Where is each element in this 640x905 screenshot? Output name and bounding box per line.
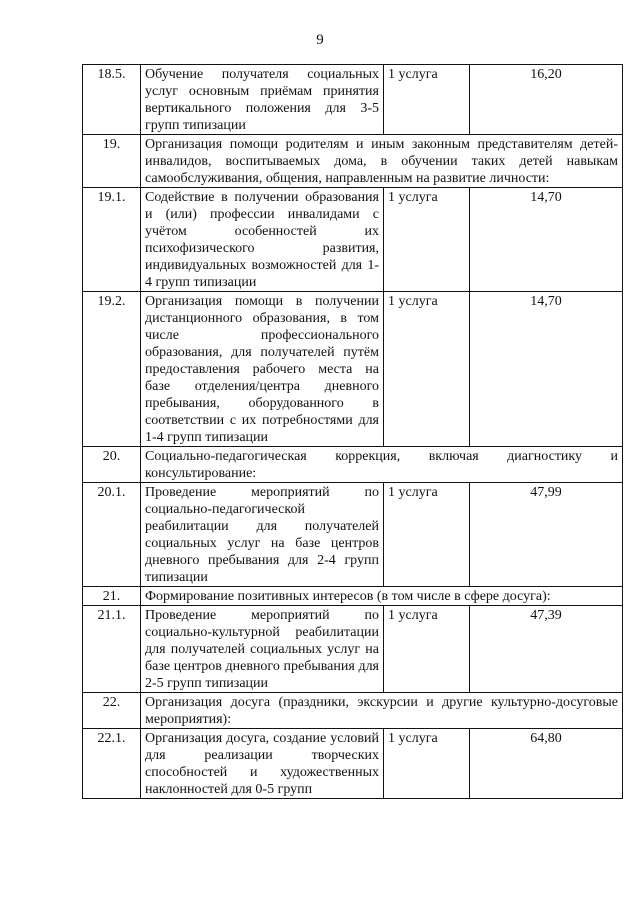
table-row bbox=[83, 292, 623, 447]
section-row bbox=[83, 693, 623, 729]
row-number: 21. bbox=[83, 587, 141, 606]
services-table-body bbox=[83, 65, 623, 799]
service-price: 64,80 bbox=[470, 729, 623, 799]
services-table bbox=[82, 64, 623, 799]
row-number: 20. bbox=[83, 447, 141, 483]
service-unit: 1 услуга bbox=[384, 606, 470, 693]
service-name: Организация досуга, создание условий для реализации творческих способностей и художественных наклонностей для 0-5 групп bbox=[141, 729, 384, 799]
row-number: 20.1. bbox=[83, 483, 141, 587]
service-unit: 1 услуга bbox=[384, 483, 470, 587]
section-row bbox=[83, 135, 623, 188]
table-row bbox=[83, 729, 623, 799]
service-price: 14,70 bbox=[470, 292, 623, 447]
service-price: 16,20 bbox=[470, 65, 623, 135]
row-number: 19. bbox=[83, 135, 141, 188]
table-row bbox=[83, 483, 623, 587]
page-number: 9 bbox=[316, 32, 324, 48]
service-unit: 1 услуга bbox=[384, 292, 470, 447]
service-unit: 1 услуга bbox=[384, 729, 470, 799]
row-number: 18.5. bbox=[83, 65, 141, 135]
service-price: 47,39 bbox=[470, 606, 623, 693]
table-row bbox=[83, 188, 623, 292]
row-number: 19.2. bbox=[83, 292, 141, 447]
section-row bbox=[83, 447, 623, 483]
section-title: Организация помощи родителям и иным законным представителям детей-инвалидов, воспитываемых дома, в обучении таких детей навыкам самообслуживания, общения, направленным на развитие личности: bbox=[141, 135, 623, 188]
table-row bbox=[83, 606, 623, 693]
table-row bbox=[83, 65, 623, 135]
row-number: 22. bbox=[83, 693, 141, 729]
section-row bbox=[83, 587, 623, 606]
service-unit: 1 услуга bbox=[384, 65, 470, 135]
section-title: Социально-педагогическая коррекция, включая диагностику и консультирование: bbox=[141, 447, 623, 483]
service-price: 14,70 bbox=[470, 188, 623, 292]
service-name: Проведение мероприятий по социально-культурной реабилитации для получателей социальных услуг на базе центров дневного пребывания для 2-5 групп типизации bbox=[141, 606, 384, 693]
service-name: Содействие в получении образования и (или) профессии инвалидами с учётом особенностей их психофизического развития, индивидуальных возможностей для 1-4 групп типизации bbox=[141, 188, 384, 292]
row-number: 22.1. bbox=[83, 729, 141, 799]
service-name: Организация помощи в получении дистанционного образования, в том числе профессионального образования, для получателей путём предоставления рабочего места на базе отделения/центра дневного пребывания, оборудованного в соответствии с их потребностями для 1-4 групп типизации bbox=[141, 292, 384, 447]
service-name: Проведение мероприятий по социально-педагогической реабилитации для получателей социальных услуг на базе центров дневного пребывания для 2-4 групп типизации bbox=[141, 483, 384, 587]
row-number: 19.1. bbox=[83, 188, 141, 292]
service-unit: 1 услуга bbox=[384, 188, 470, 292]
service-name: Обучение получателя социальных услуг основным приёмам принятия вертикального положения для 3-5 групп типизации bbox=[141, 65, 384, 135]
section-title: Организация досуга (праздники, экскурсии и другие культурно-досуговые мероприятия): bbox=[141, 693, 623, 729]
section-title: Формирование позитивных интересов (в том числе в сфере досуга): bbox=[141, 587, 623, 606]
service-price: 47,99 bbox=[470, 483, 623, 587]
row-number: 21.1. bbox=[83, 606, 141, 693]
